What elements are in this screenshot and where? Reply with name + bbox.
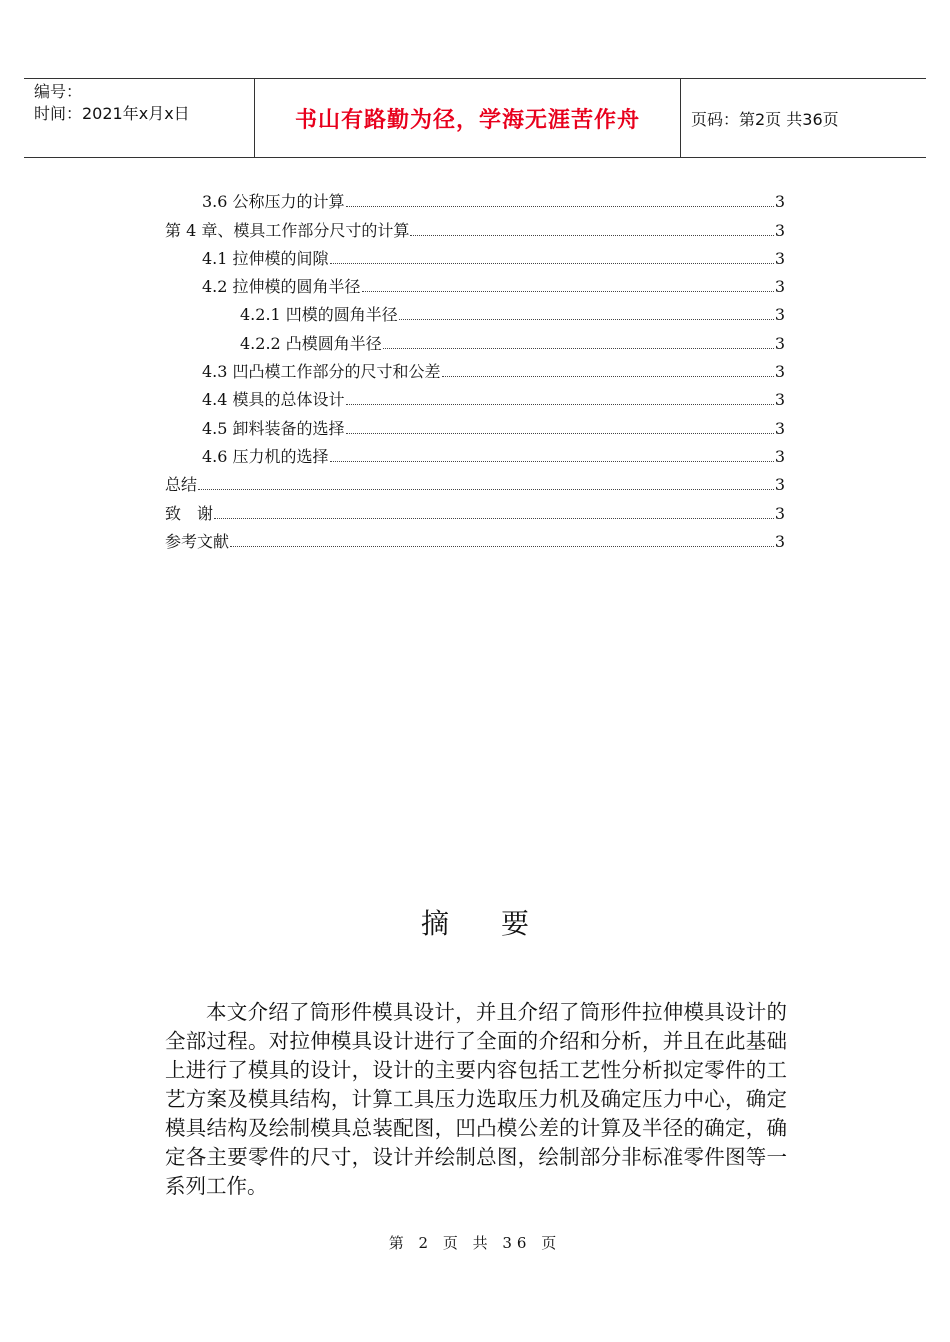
- toc-entry-title: 4.2.2 凸模圆角半径: [240, 333, 382, 353]
- toc-leader-dots: [410, 234, 773, 236]
- toc-entry[interactable]: [165, 185, 785, 213]
- toc-entry[interactable]: [165, 411, 785, 439]
- toc-entry[interactable]: [165, 496, 785, 524]
- toc-leader-dots: [362, 290, 774, 292]
- toc-entry-page: 3: [774, 362, 785, 382]
- toc-entry-page: 3: [774, 192, 785, 212]
- toc-entry-title: 4.1 拉伸模的间隙: [202, 248, 329, 268]
- table-of-contents: [165, 185, 785, 553]
- toc-entry[interactable]: [165, 213, 785, 241]
- toc-entry[interactable]: [165, 326, 785, 354]
- toc-leader-dots: [330, 262, 774, 264]
- toc-entry-page: 3: [774, 531, 785, 551]
- toc-entry[interactable]: [165, 355, 785, 383]
- toc-leader-dots: [346, 205, 774, 207]
- toc-entry-title: 4.4 模具的总体设计: [202, 390, 345, 410]
- toc-entry-title: 4.5 卸料装备的选择: [202, 418, 345, 438]
- time-label: 时间：2021年x月x日: [34, 104, 190, 123]
- toc-entry-title: 4.2.1 凹模的圆角半径: [240, 305, 398, 325]
- toc-entry[interactable]: [165, 525, 785, 553]
- toc-entry[interactable]: [165, 468, 785, 496]
- toc-entry-title: 第 4 章、模具工作部分尺寸的计算: [165, 220, 410, 240]
- toc-entry-page: 3: [774, 446, 785, 466]
- abstract-title: 摘要: [420, 907, 581, 940]
- toc-leader-dots: [346, 403, 774, 405]
- toc-entry-page: 3: [774, 333, 785, 353]
- toc-entry-page: 3: [774, 390, 785, 410]
- toc-entry[interactable]: [165, 270, 785, 298]
- toc-leader-dots: [346, 432, 774, 434]
- header-motto: 书山有路勤为径，学海无涯苦作舟: [294, 107, 640, 133]
- toc-leader-dots: [198, 488, 774, 490]
- toc-entry[interactable]: [165, 242, 785, 270]
- abstract-paragraph: 本文介绍了筒形件模具设计，并且介绍了筒形件拉伸模具设计的全部过程。对拉伸模具设计进行了全面的介绍和分析，并且在此基础上进行了模具的设计，设计的主要内容包括工艺性分析拟定零件的工艺方案及模具结构，计算工具压力选取压力机及确定压力中心，确定模具结构及绘制模具总装配图，凹凸模公差的计算及半径的确定，确定各主要零件的尺寸，设计并绘制总图，绘制部分非标准零件图等一系列工作。: [165, 1000, 787, 1198]
- page-footer: 第 2 页 共 36 页: [388, 1234, 562, 1252]
- toc-entry-title: 3.6 公称压力的计算: [202, 192, 345, 212]
- toc-leader-dots: [230, 545, 774, 547]
- abstract-body: [165, 998, 787, 1201]
- toc-entry[interactable]: [165, 383, 785, 411]
- toc-entry-page: 3: [774, 277, 785, 297]
- toc-entry-page: 3: [774, 305, 785, 325]
- toc-entry-page: 3: [774, 220, 785, 240]
- toc-entry-title: 致 谢: [165, 503, 214, 523]
- toc-entry-title: 4.2 拉伸模的圆角半径: [202, 277, 361, 297]
- toc-leader-dots: [214, 517, 774, 519]
- toc-leader-dots: [383, 347, 774, 349]
- toc-entry-title: 总结: [165, 475, 198, 495]
- toc-entry-title: 参考文献: [165, 531, 230, 551]
- page-header: [24, 78, 926, 158]
- toc-leader-dots: [399, 318, 774, 320]
- toc-entry-page: 3: [774, 248, 785, 268]
- toc-entry-title: 4.6 压力机的选择: [202, 446, 329, 466]
- toc-leader-dots: [442, 375, 774, 377]
- toc-entry[interactable]: [165, 440, 785, 468]
- header-divider: [680, 79, 681, 157]
- toc-entry[interactable]: [165, 298, 785, 326]
- toc-entry-page: 3: [774, 475, 785, 495]
- toc-entry-page: 3: [774, 418, 785, 438]
- toc-entry-page: 3: [774, 503, 785, 523]
- number-label: 编号：: [34, 82, 83, 101]
- header-page-info: 页码：第2页 共36页: [691, 109, 839, 129]
- toc-leader-dots: [330, 460, 774, 462]
- toc-entry-title: 4.3 凹凸模工作部分的尺寸和公差: [202, 362, 441, 382]
- header-meta: [24, 79, 254, 157]
